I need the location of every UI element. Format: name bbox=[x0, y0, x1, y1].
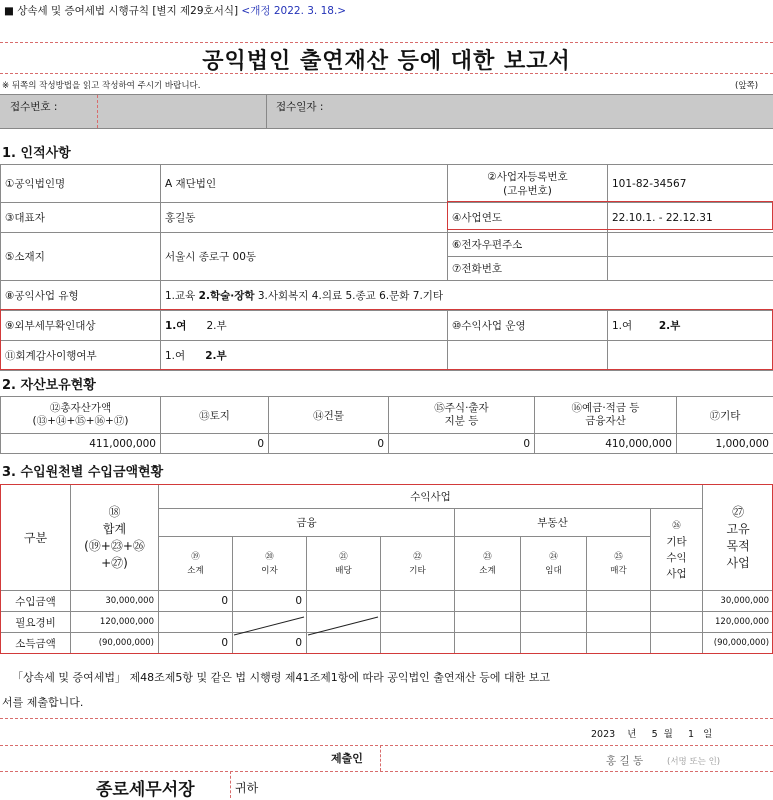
row-sum: (90,000,000) bbox=[71, 633, 159, 654]
col-f-int: ⑳ 이자 bbox=[233, 537, 307, 591]
submitter-name: 홍 길 동 bbox=[606, 753, 643, 768]
col-r-sub: ㉓ 소계 bbox=[455, 537, 521, 591]
personal-info-table bbox=[0, 164, 773, 371]
address-label: ⑤소재지 bbox=[1, 233, 161, 281]
ext-options: 1.여 2.부 bbox=[161, 311, 448, 341]
v-stock: 0 bbox=[389, 434, 535, 454]
instruction-text: ※ 뒤쪽의 작성방법을 읽고 작성하여 주시기 바랍니다. bbox=[2, 79, 200, 91]
h-finance: 금융 bbox=[159, 509, 455, 537]
row-label: 필요경비 bbox=[1, 612, 71, 633]
submit-date: 2023 년 5 월 1 일 bbox=[591, 726, 712, 740]
signature-hint: (서명 또는 인) bbox=[667, 755, 720, 767]
h-other-biz: ㉖ 기타 수익 사업 bbox=[651, 509, 703, 591]
row-sum: 30,000,000 bbox=[71, 591, 159, 612]
year-value: 22.10.1. - 22.12.31 bbox=[608, 203, 773, 233]
row-own: (90,000,000) bbox=[703, 633, 773, 654]
v-other: 1,000,000 bbox=[677, 434, 773, 454]
h-land: ⑬토지 bbox=[161, 397, 269, 434]
table-row bbox=[1, 633, 773, 654]
v-land: 0 bbox=[161, 434, 269, 454]
row-f-int: 0 bbox=[233, 591, 307, 612]
col-r-sale: ㉕ 매각 bbox=[587, 537, 651, 591]
receipt-bar bbox=[0, 94, 773, 129]
h-category: 구분 bbox=[1, 485, 71, 591]
type-label: ⑧공익사업 유형 bbox=[1, 281, 161, 311]
strike-lines bbox=[232, 615, 380, 637]
h-building: ⑭건물 bbox=[269, 397, 389, 434]
corp-name-label: ①공익법인명 bbox=[1, 165, 161, 203]
income-table bbox=[0, 484, 773, 654]
form-header bbox=[4, 3, 346, 18]
v-deposit: 410,000,000 bbox=[535, 434, 677, 454]
email-label: ⑥전자우편주소 bbox=[448, 233, 608, 257]
biz-no-value: 101-82-34567 bbox=[608, 165, 773, 203]
profit-options: 1.여 2.부 bbox=[608, 311, 773, 341]
row-f-int: 0 bbox=[233, 633, 307, 654]
h-sum: ⑱ 합계 (⑲+㉓+㉖ +㉗) bbox=[71, 485, 159, 591]
h-deposit: ⑯예금·적금 등 금융자산 bbox=[535, 397, 677, 434]
phone-label: ⑦전화번호 bbox=[448, 257, 608, 281]
col-f-sub: ⑲ 소계 bbox=[159, 537, 233, 591]
row-f-sub: 0 bbox=[159, 633, 233, 654]
h-own: ㉗ 고유 목적 사업 bbox=[703, 485, 773, 591]
receipt-date-label: 접수일자 : bbox=[276, 99, 323, 114]
section2-title: 2. 자산보유현황 bbox=[2, 374, 96, 393]
h-realestate: 부동산 bbox=[455, 509, 651, 537]
receipt-number-label: 접수번호 : bbox=[10, 99, 57, 114]
email-value bbox=[608, 233, 773, 257]
year-label: ④사업연도 bbox=[448, 203, 608, 233]
declaration-line1: 「상속세 및 증여세법」 제48조제5항 및 같은 법 시행령 제41조제1항에 따라 공익법인 출연재산 등에 대한 보고 bbox=[12, 669, 550, 685]
ext-label: ⑨외부세무확인대상 bbox=[1, 311, 161, 341]
col-r-rent: ㉔ 임대 bbox=[521, 537, 587, 591]
phone-value bbox=[608, 257, 773, 281]
corp-name-value: A 재단법인 bbox=[161, 165, 448, 203]
row-label: 소득금액 bbox=[1, 633, 71, 654]
office-suffix: 귀하 bbox=[235, 779, 258, 796]
office-name: 종로세무서장 bbox=[96, 775, 195, 800]
h-profit-biz: 수익사업 bbox=[159, 485, 703, 509]
audit-options: 1.여 2.부 bbox=[161, 341, 448, 371]
address-value: 서울시 종로구 00동 bbox=[161, 233, 448, 281]
biz-no-label: ②사업자등록번호 (고유번호) bbox=[448, 165, 608, 203]
rep-value: 홍길동 bbox=[161, 203, 448, 233]
h-total: ⑫총자산가액 (⑬+⑭+⑮+⑯+⑰) bbox=[1, 397, 161, 434]
row-f-sub bbox=[159, 612, 233, 633]
v-building: 0 bbox=[269, 434, 389, 454]
row-label: 수입금액 bbox=[1, 591, 71, 612]
form-prefix: ■ 상속세 및 증여세법 시행규칙 [별지 제29호서식] bbox=[4, 5, 238, 17]
table-row bbox=[1, 591, 773, 612]
row-f-sub: 0 bbox=[159, 591, 233, 612]
page-title: 공익법인 출연재산 등에 대한 보고서 bbox=[0, 44, 773, 75]
type-options: 1.교육 2.학술·장학 3.사회복지 4.의료 5.종교 6.문화 7.기타 bbox=[161, 281, 773, 311]
profit-label: ⑩수익사업 운영 bbox=[448, 311, 608, 341]
section1-title: 1. 인적사항 bbox=[2, 142, 71, 161]
page-side: (앞쪽) bbox=[735, 79, 758, 91]
table-row bbox=[1, 612, 773, 633]
row-own: 120,000,000 bbox=[703, 612, 773, 633]
submitter-label: 제출인 bbox=[331, 750, 363, 766]
v-total: 411,000,000 bbox=[1, 434, 161, 454]
asset-table bbox=[0, 396, 773, 454]
col-f-etc: ㉒ 기타 bbox=[381, 537, 455, 591]
section3-title: 3. 수입원천별 수입금액현황 bbox=[2, 461, 163, 480]
col-f-div: ㉑ 배당 bbox=[307, 537, 381, 591]
h-other: ⑰기타 bbox=[677, 397, 773, 434]
h-stock: ⑮주식·출자 지분 등 bbox=[389, 397, 535, 434]
audit-label: ⑪회계감사이행여부 bbox=[1, 341, 161, 371]
row-sum: 120,000,000 bbox=[71, 612, 159, 633]
row-own: 30,000,000 bbox=[703, 591, 773, 612]
rep-label: ③대표자 bbox=[1, 203, 161, 233]
declaration-line2: 서를 제출합니다. bbox=[2, 694, 83, 710]
form-revision: <개정 2022. 3. 18.> bbox=[241, 5, 346, 17]
